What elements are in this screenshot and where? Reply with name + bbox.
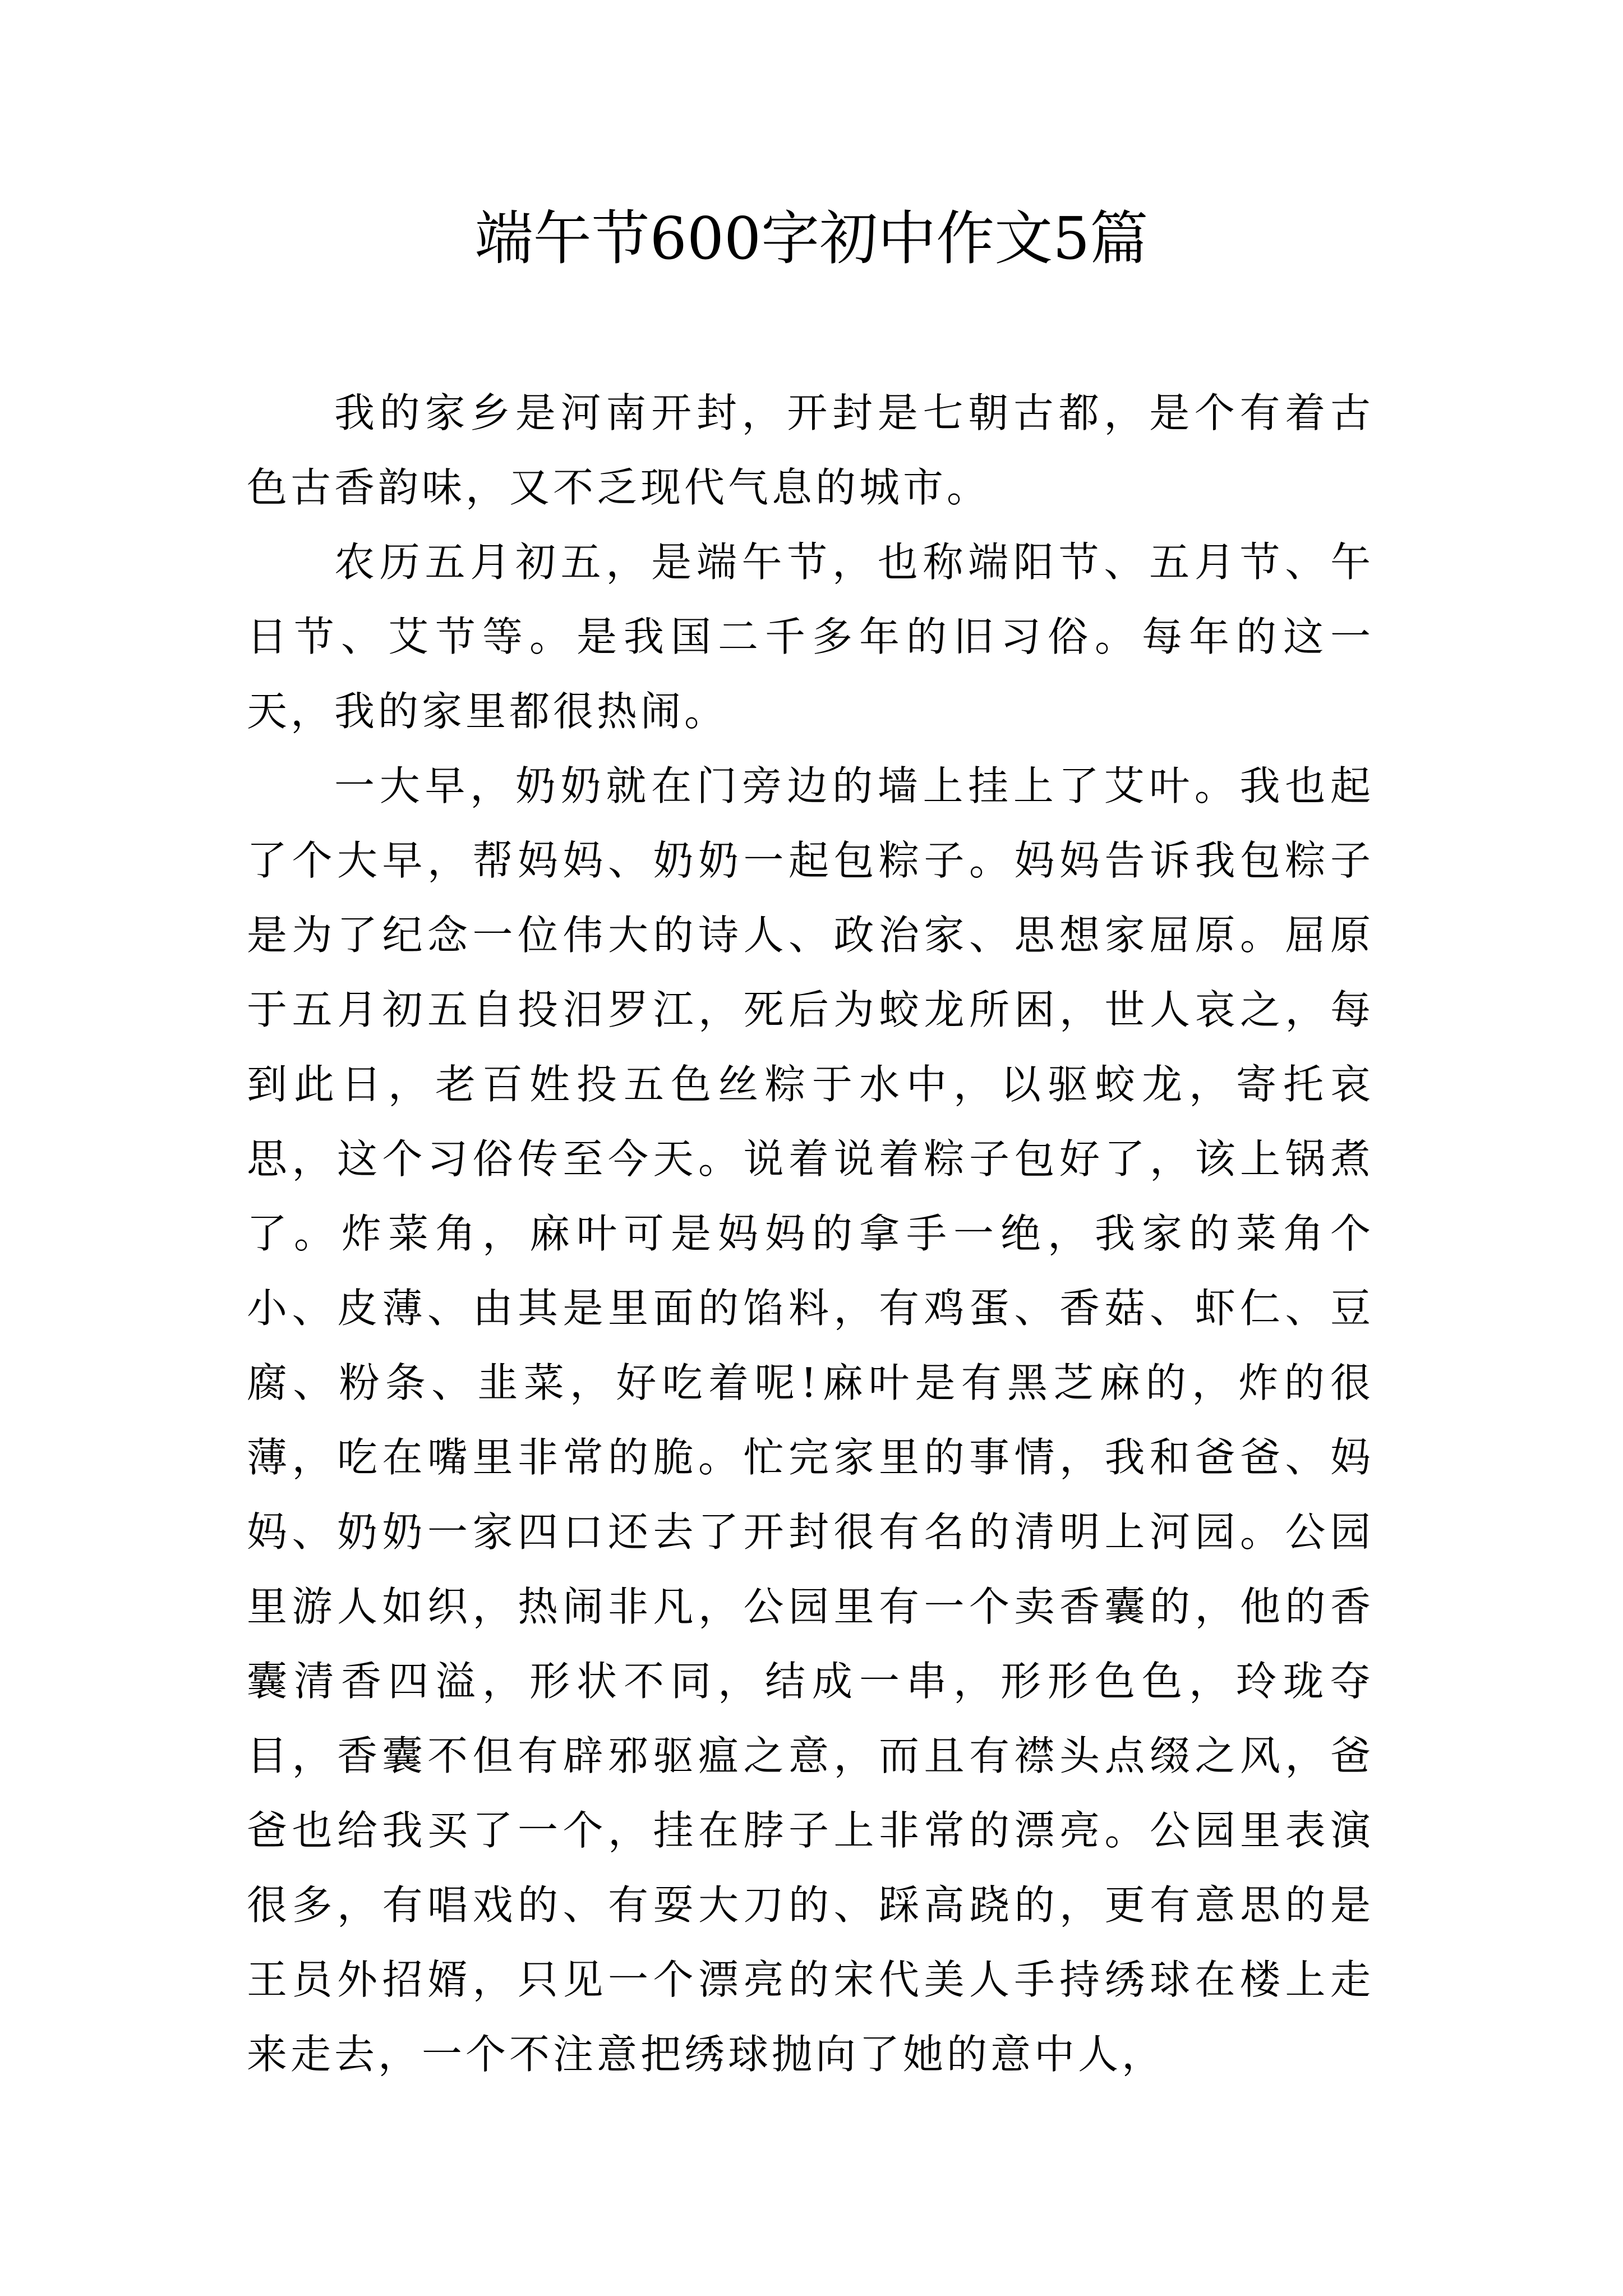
paragraph-festival-day: 一大早，奶奶就在门旁边的墙上挂上了艾叶。我也起了个大早，帮妈妈、奶奶一起包粽子。妈妈告诉我包粽子是为了纪念一位伟大的诗人、政治家、思想家屈原。屈原于五月初五自投汨罗江，死后为蛟龙所困，世人哀之，每到此日，老百姓投五色丝粽于水中，以驱蛟龙，寄托哀思，这个习俗传至今天。说着说着粽子包好了，该上锅煮了。炸菜角，麻叶可是妈妈的拿手一绝，我家的菜角个小、皮薄、由其是里面的馅料，有鸡蛋、香菇、虾仁、豆腐、粉条、韭菜，好吃着呢!麻叶是有黑芝麻的，炸的很薄，吃在嘴里非常的脆。忙完家里的事情，我和爸爸、妈妈、奶奶一家四口还去了开封很有名的清明上河园。公园里游人如织，热闹非凡，公园里有一个卖香囊的，他的香囊清香四溢，形状不同，结成一串，形形色色，玲珑夺目，香囊不但有辟邪驱瘟之意，而且有襟头点缀之风，爸爸也给我买了一个，挂在脖子上非常的漂亮。公园里表演很多，有唱戏的、有耍大刀的、踩高跷的，更有意思的是王员外招婿，只见一个漂亮的宋代美人手持绣球在楼上走来走去，一个不注意把绣球抛向了她的意中人，	[247, 762, 1374, 2078]
paragraph-hometown: 我的家乡是河南开封，开封是七朝古都，是个有着古色古香韵味，又不乏现代气息的城市。	[247, 389, 1374, 511]
document-title: 端午节600字初中作文5篇	[474, 204, 1149, 273]
document-body	[247, 376, 1374, 2092]
paragraph-festival-intro: 农历五月初五，是端午节，也称端阳节、五月节、午日节、艾节等。是我国二千多年的旧习俗。每年的这一天，我的家里都很热闹。	[247, 539, 1374, 735]
